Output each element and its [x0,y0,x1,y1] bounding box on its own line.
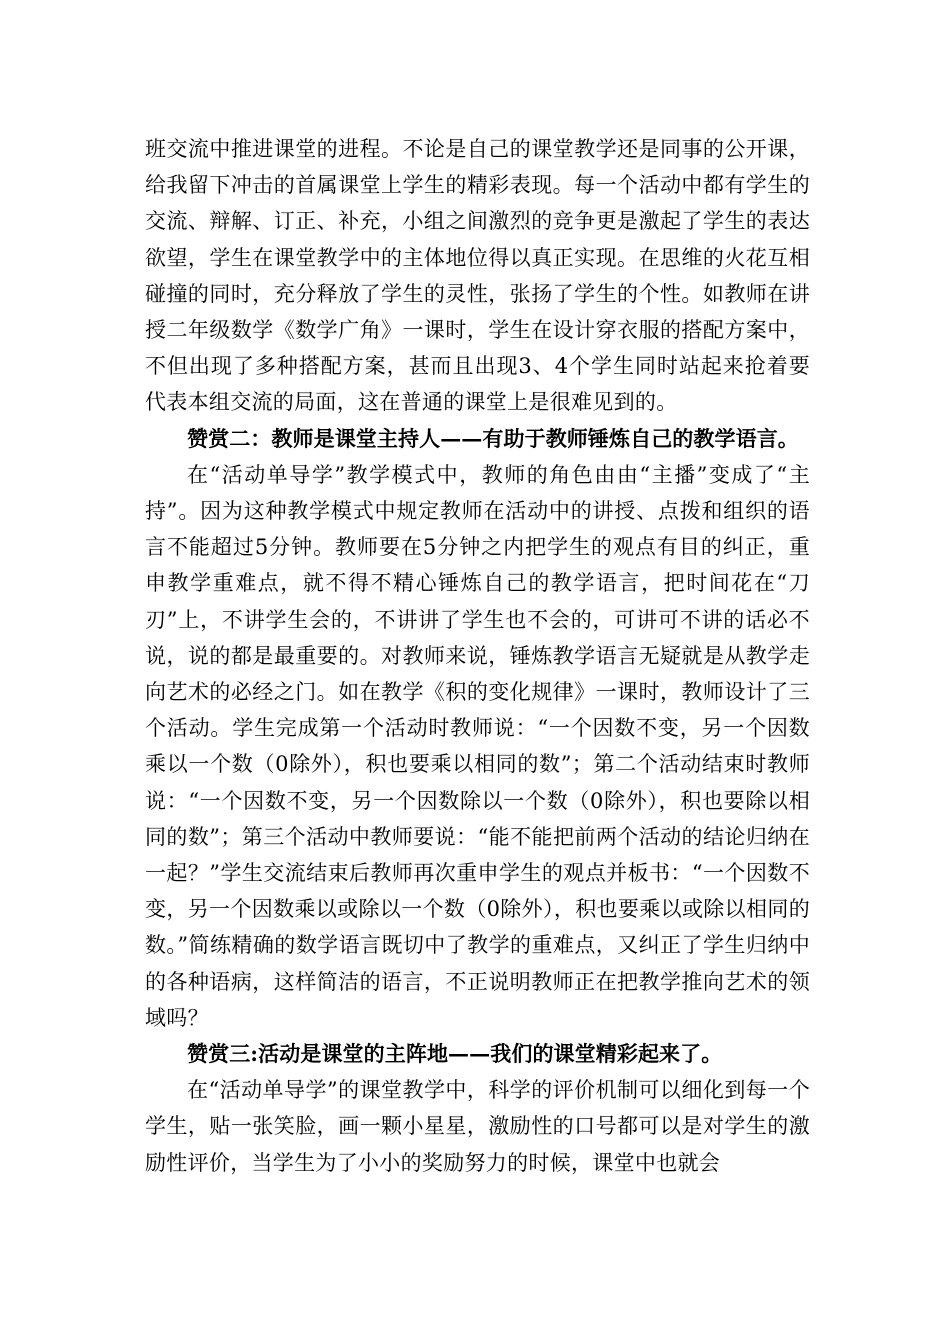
paragraph-section-2: 在“活动单导学”教学模式中，教师的角色由由“主播”变成了“主持”。因为这种教学模式中规定教师在活动中的讲授、点拨和组织的语言不能超过5分钟。教师要在5分钟之内把学生的观点有目的纠正，重申教学重难点，就不得不精心锤炼自己的教学语言，把时间花在“刀刃”上，不讲学生会的，不讲讲了学生也不会的，可讲可不讲的话必不说，说的都是最重要的。对教师来说，锤炼教学语言无疑就是从教学走向艺术的必经之门。如在教学《积的变化规律》一课时，教师设计了三个活动。学生完成第一个活动时教师说：“一个因数不变，另一个因数乘以一个数（0除外），积也要乘以相同的数”；第二个活动结束时教师说：“一个因数不变，另一个因数除以一个数（0除外），积也要除以相同的数”；第三个活动中教师要说：“能不能把前两个活动的结论归纳在一起？”学生交流结束后教师再次重申学生的观点并板书：“一个因数不变，另一个因数乘以或除以一个数（0除外），积也要乘以或除以相同的数。”简练精确的数学语言既切中了教学的重难点，又纠正了学生归纳中的各种语病，这样简洁的语言，不正说明教师正在把教学推向艺术的领域吗？ [145,462,810,1030]
paragraph-continued: 班交流中推进课堂的进程。不论是自己的课堂教学还是同事的公开课，给我留下冲击的首属课堂上学生的精彩表现。每一个活动中都有学生的交流、辩解、订正、补充，小组之间激烈的竞争更是激起了学生的表达欲望，学生在课堂教学中的主体地位得以真正实现。在思维的火花互相碰撞的同时，充分释放了学生的灵性，张扬了学生的个性。如教师在讲授二年级数学《数学广角》一课时，学生在设计穿衣服的搭配方案中，不但出现了多种搭配方案，甚而且出现3、4个学生同时站起来抢着要代表本组交流的局面，这在普通的课堂上是很难见到的。 [145,137,810,415]
section-heading-3: 赞赏三:活动是课堂的主阵地——我们的课堂精彩起来了。 [187,1041,723,1067]
paragraph-section-3: 在“活动单导学”的课堂教学中，科学的评价机制可以细化到每一个学生，贴一张笑脸，画一颗小星星，激励性的口号都可以是对学生的激励性评价，当学生为了小小的奖励努力的时候，课堂中也就会 [145,1078,810,1175]
body-text [145,131,810,1181]
section-heading-2: 赞赏二：教师是课堂主持人——有助于教师锤炼自己的教学语言。 [187,425,799,451]
